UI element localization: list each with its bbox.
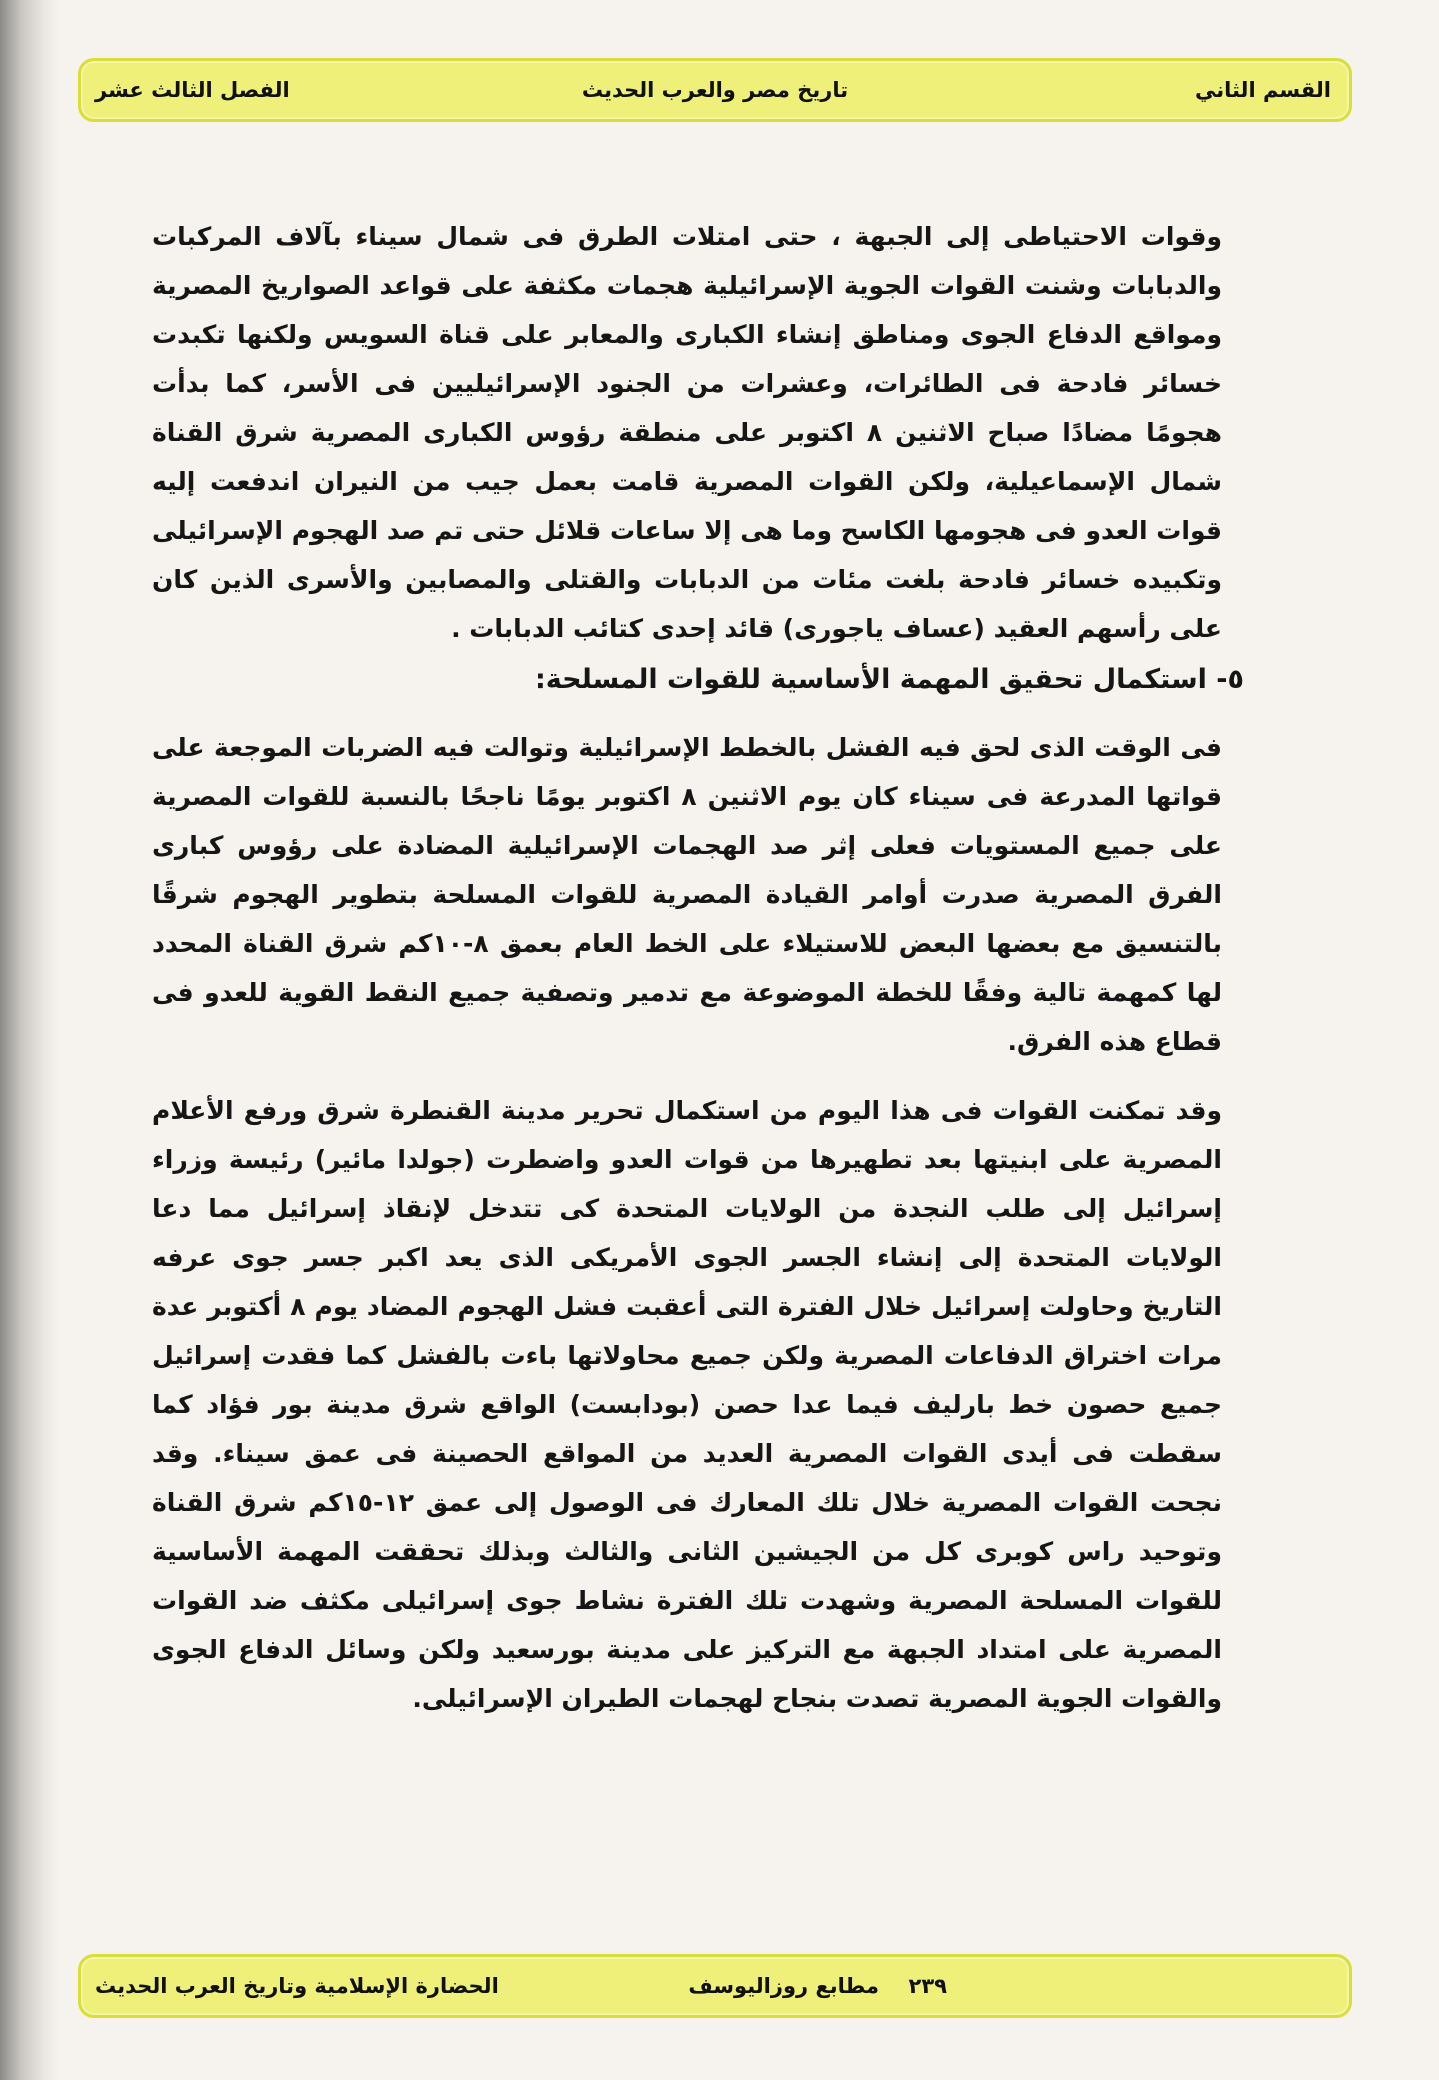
section-heading: ٥- استكمال تحقيق المهمة الأساسية للقوات المسلحة: <box>535 664 1244 695</box>
page-number: ٢٣٩ <box>908 1974 947 1998</box>
body-paragraph-3: وقد تمكنت القوات فى هذا اليوم من استكمال تحرير مدينة القنطرة شرق ورفع الأعلام المصرية على ابنيتها بعد تطهيرها من قوات العدو واضطرت (جولدا مائير) رئيسة وزراء إسرائيل إلى طلب النجدة من الولايات المتحدة كى تتدخل لإنقاذ إسرائيل مما دعا الولايات المتحدة إلى إنشاء الجسر الجوى الأمريكى الذى يعد اكبر جسر جوى عرفه التاريخ وحاولت إسرائيل خلال الفترة التى أعقبت فشل الهجوم المضاد يوم ٨ أكتوبر عدة مرات اختراق الدفاعات المصرية ولكن جميع محاولاتها باءت بالفشل كما فقدت إسرائيل جميع حصون خط بارليف فيما عدا حصن (بودابست) الواقع شرق مدينة بور فؤاد كما سقطت فى أيدى القوات المصرية العديد من المواقع الحصينة فى عمق سيناء. وقد نجحت القوات المصرية خلال تلك المعارك فى الوصول إلى عمق ١٢-١٥كم شرق القناة وتوحيد راس كوبرى كل من الجيشين الثانى والثالث وبذلك تحققت المهمة الأساسية للقوات المسلحة المصرية وشهدت تلك الفترة نشاط جوى إسرائيلى مكثف ضد القوات المصرية على امتداد الجبهة مع التركيز على مدينة بورسعيد ولكن وسائل الدفاع الجوى والقوات الجوية المصرية تصدت بنجاح لهجمات الطيران الإسرائيلى. <box>152 1096 1222 1713</box>
chapter-title: الفصل الثالث عشر <box>95 78 290 102</box>
body-paragraph-2: فى الوقت الذى لحق فيه الفشل بالخطط الإسرائيلية وتوالت فيه الضربات الموجعة على قواتها المدرعة فى سيناء كان يوم الاثنين ٨ اكتوبر يومًا ناجحًا بالنسبة للقوات المصرية على جميع المستويات فعلى إثر صد الهجمات الإسرائيلية المضادة على رؤوس كبارى الفرق المصرية صدرت أوامر القيادة المصرية للقوات المسلحة بتطوير الهجوم شرقًا بالتنسيق مع بعضها البعض للاستيلاء على الخط العام بعمق ٨-١٠كم شرق القناة المحدد لها كمهمة تالية وفقًا للخطة الموضوعة مع تدمير وتصفية جميع النقط القوية للعدو فى قطاع هذه الفرق. <box>152 733 1223 1056</box>
page-binding-shadow <box>0 0 60 2080</box>
printer-name: مطابع روزاليوسف <box>688 1974 879 1998</box>
section-title: القسم الثاني <box>1194 78 1331 102</box>
page-footer <box>78 1954 1352 2018</box>
page-body <box>152 212 1244 1723</box>
body-paragraph-1: وقوات الاحتياطى إلى الجبهة ، حتى امتلات الطرق فى شمال سيناء بآلاف المركبات والدبابات وشنت القوات الجوية الإسرائيلية هجمات مكثفة على قواعد الصواريخ المصرية ومواقع الدفاع الجوى ومناطق إنشاء الكبارى والمعابر على قناة السويس ولكنها تكبدت خسائر فادحة فى الطائرات، وعشرات من الجنود الإسرائيليين فى الأسر، كما بدأت هجومًا مضادًا صباح الاثنين ٨ اكتوبر على منطقة رؤوس الكبارى المصرية شرق القناة شمال الإسماعيلية، ولكن القوات المصرية قامت بعمل جيب من النيران اندفعت إليه قوات العدو فى هجومها الكاسح وما هى إلا ساعات قلائل حتى تم صد الهجوم الإسرائيلى وتكبيده خسائر فادحة بلغت مئات من الدبابات والقتلى والمصابين والأسرى الذين كان على رأسهم العقيد (عساف ياجورى) قائد إحدى كتائب الدبابات . <box>152 222 1222 643</box>
page-header <box>78 58 1352 122</box>
book-title: تاريخ مصر والعرب الحديث <box>581 78 849 102</box>
series-title: الحضارة الإسلامية وتاريخ العرب الحديث <box>95 1974 499 1998</box>
